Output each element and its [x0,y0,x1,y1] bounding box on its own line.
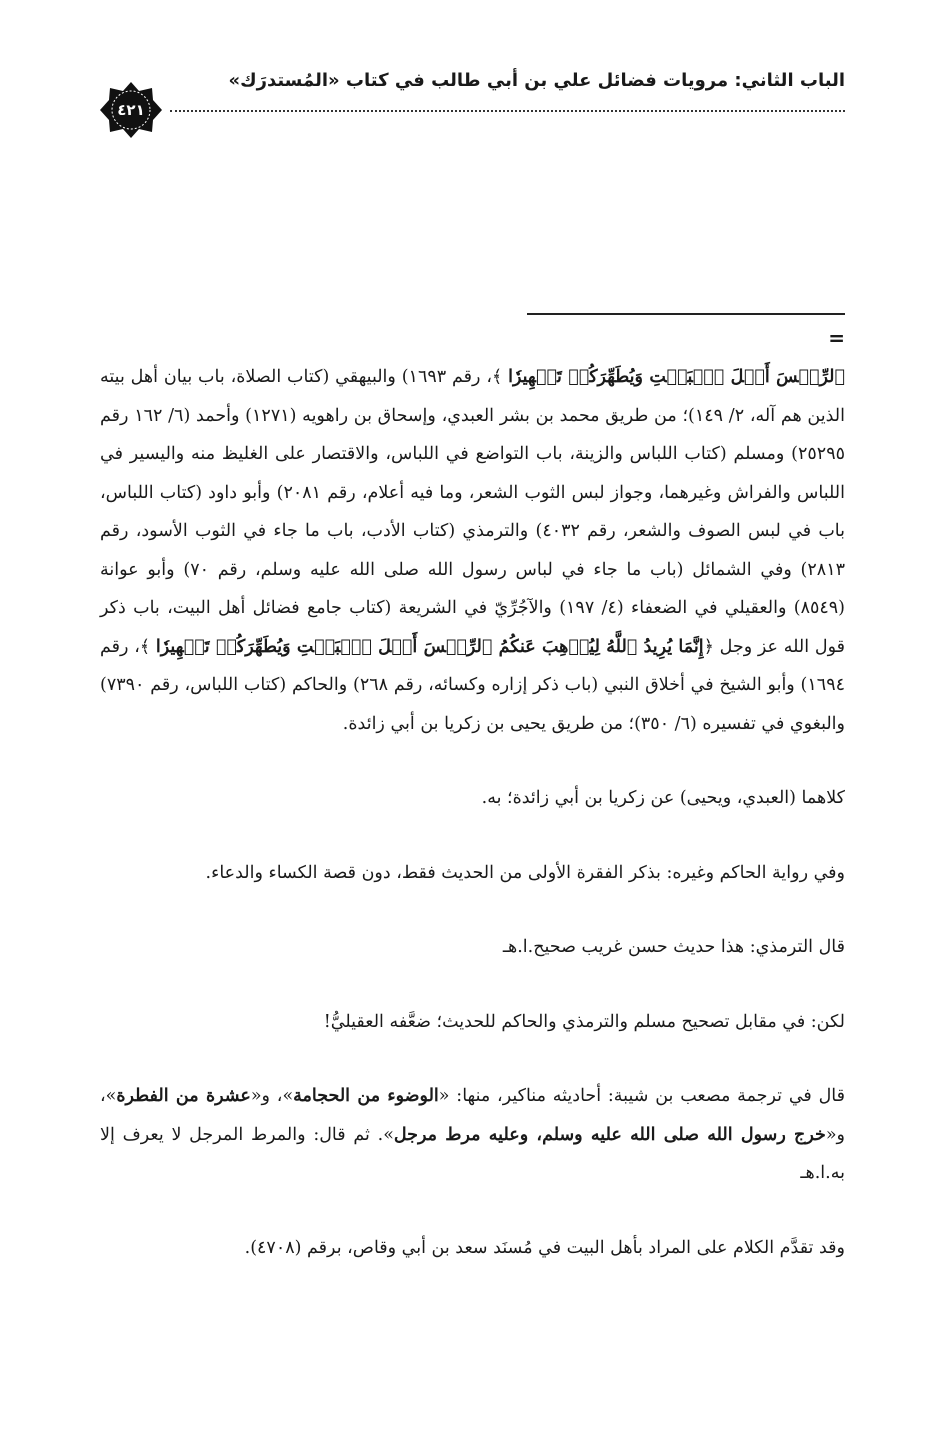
footnote-text: »، و« [100,1086,845,1145]
quran-quote: ٱلرِّجۡسَ أَهۡلَ ٱلۡبَيۡتِ وَيُطَهِّرَكُمۡ تَطۡهِيرٗا [508,367,845,387]
page-number: ٤٢١ [117,101,145,119]
footnote-paragraph-6 [100,1077,845,1193]
running-head: الباب الثاني: مرويات فضائل علي بن أبي طالب في كتاب «المُستدرَك» [228,70,845,91]
footnote-paragraph-7: وقد تقدَّم الكلام على المراد بأهل البيت في مُسنَد سعد بن أبي وقاص، برقم (٤٧٠٨). [244,1237,845,1258]
footnote-paragraph-4: قال الترمذي: هذا حديث حسن غريب صحيح.ا.هـ [502,937,845,957]
footnote-text: ». ثم قال: والمرط المرجل لا يعرف إلا به.ا.هـ [100,1124,845,1183]
header-dotted-rule [170,110,845,112]
footnote-separator [527,313,845,315]
page-header [100,70,845,130]
footnote-paragraph-5: لكن: في مقابل تصحيح مسلم والترمذي والحاكم للحديث؛ ضعَّفه العقيليُّ! [323,1011,845,1032]
hadith-title: عشرة من الفطرة [116,1086,251,1106]
hadith-title: خرج رسول الله صلى الله عليه وسلم، وعليه مرط مرجل [393,1124,826,1145]
footnote-body [100,358,845,1267]
footnote-paragraph-1 [100,358,845,743]
footnote-text: »، و« [250,1086,294,1106]
footnote-text: قال في ترجمة مصعب بن شيبة: أحاديثه مناكير، منها: « [438,1086,846,1106]
page-number-badge [100,82,162,138]
footnote-paragraph-3: وفي رواية الحاكم وغيره: بذكر الفقرة الأولى من الحديث فقط، دون قصة الكساء والدعاء. [205,862,845,883]
footnote-text: ﴾، رقم ١٦٩٤) وأبو الشيخ في أخلاق النبي (باب ذكر إزاره وكسائه، رقم ٢٦٨) والحاكم (كتاب اللباس، رقم ٧٣٩٠) والبغوي في تفسيره (٦/ ٣٥٠)؛ من طريق يحيى بن زكريا بن أبي زائدة. [100,636,845,734]
footnote-paragraph-2: كلاهما (العبدي، ويحيى) عن زكريا بن أبي زائدة؛ به. [481,788,845,808]
quran-quote: إِنَّمَا يُرِيدُ ٱللَّهُ لِيُذۡهِبَ عَنكُمُ ٱلرِّجۡسَ أَهۡلَ ٱلۡبَيۡتِ وَيُطَهِّرَكُمۡ تَطۡهِيرٗا [155,636,704,657]
continuation-mark: = [828,326,845,350]
footnote-text: ﴾، رقم ١٦٩٣) والبيهقي (كتاب الصلاة، باب بيان أهل بيته الذين هم آله، ٢/ ١٤٩)؛ من طريق محمد بن بشر العبدي، وإسحاق بن راهويه (١٢٧١) وأحمد (٦/ ١٦٢ رقم ٢٥٢٩٥) ومسلم (كتاب اللباس والزينة، باب التواضع في اللباس، والاقتصار على الغليظ منه واليسير في اللباس والفراش وغيرهما، وجواز لبس الثوب الشعر، وما فيه أعلام، رقم ٢٠٨١) وأبو داود (كتاب اللباس، باب في لبس الصوف والشعر، رقم ٤٠٣٢) والترمذي (كتاب الأدب، باب ما جاء في الثوب الأسود، رقم ٢٨١٣) وفي الشمائل (باب ما جاء في لباس رسول الله صلى الله عليه وسلم، رقم ٧٠) وأبو عوانة (٨٥٤٩) والعقيلي في الضعفاء (٤/ ١٩٧) والآجُرِّيّ في الشريعة (كتاب جامع فضائل أهل البيت، باب ذكر قول الله عز وجل ﴿ [100,367,846,657]
hadith-title: الوضوء من الحجامة [293,1086,439,1106]
